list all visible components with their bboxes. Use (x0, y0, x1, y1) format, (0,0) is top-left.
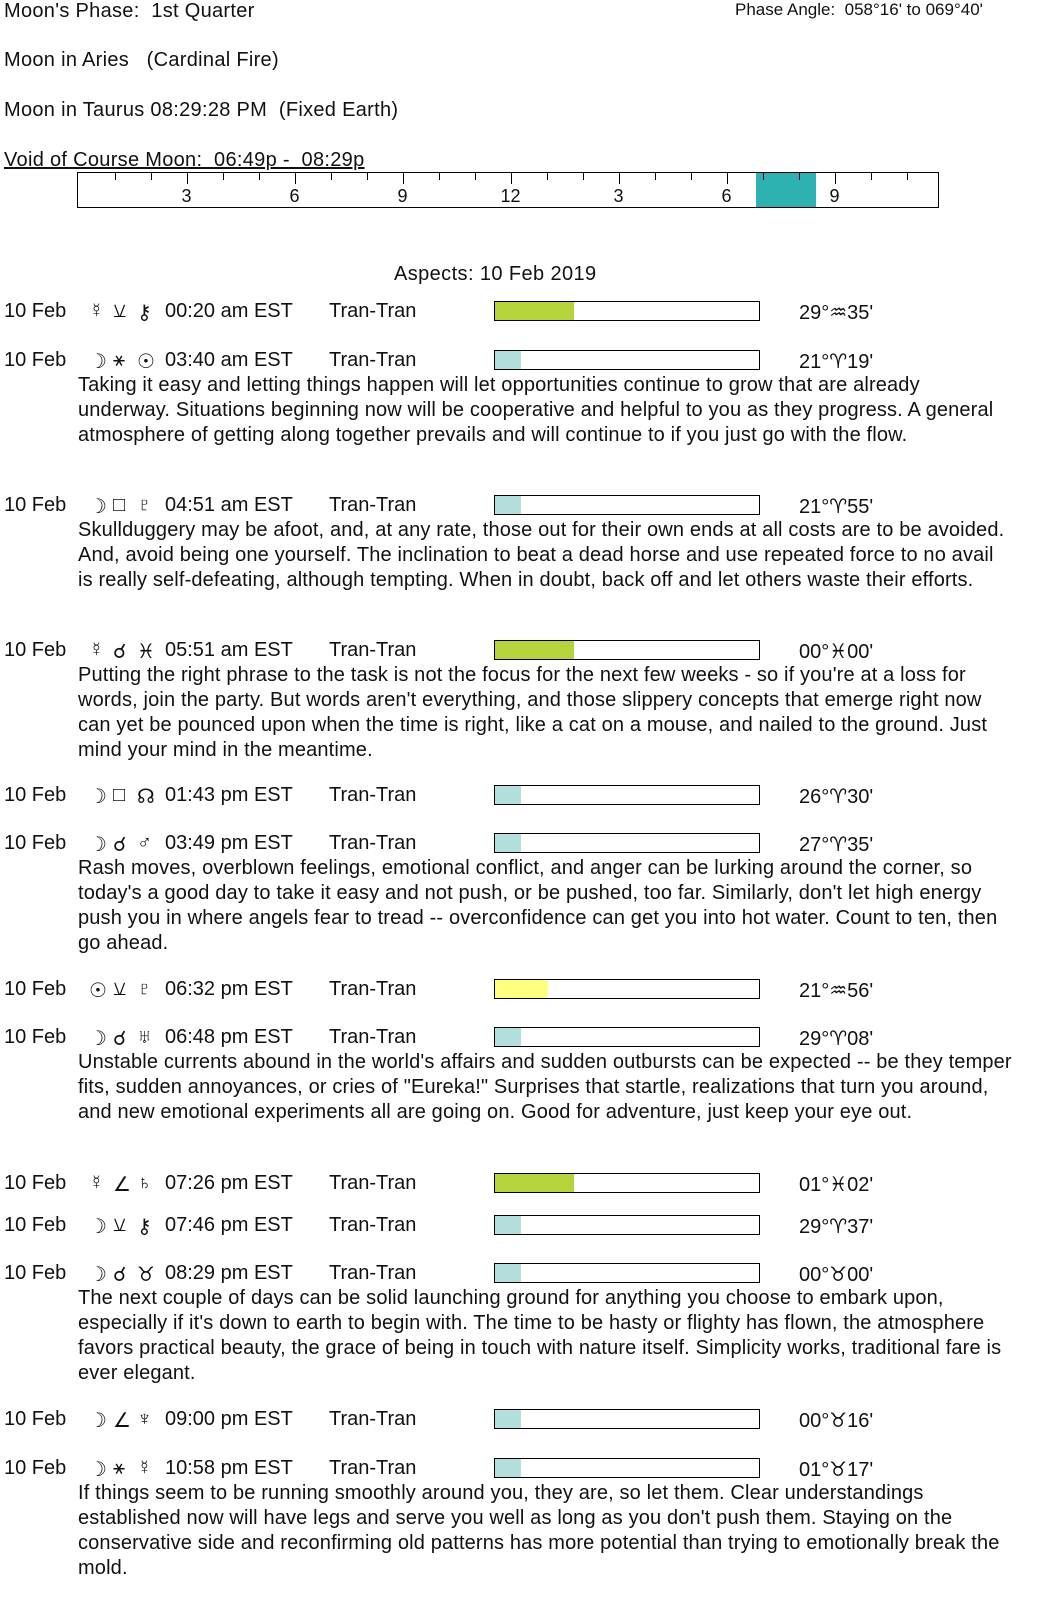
aspect-degree: 00°♉00' (799, 1264, 874, 1286)
aspect-time: 05:51 am EST (165, 639, 293, 661)
aspect-date: 10 Feb (4, 1214, 67, 1236)
planet-1-glyph-icon: ☽ (89, 496, 107, 518)
aspect-degree: 21°♈55' (799, 496, 874, 518)
aspect-time: 07:26 pm EST (165, 1172, 293, 1194)
planet-2-glyph-icon: ♓ (137, 641, 155, 663)
aspect-time: 06:32 pm EST (165, 978, 293, 1000)
planet-2-glyph-icon: ♇ (137, 978, 152, 1000)
aspect-strength-fill (495, 834, 521, 852)
aspect-row (0, 1214, 1047, 1240)
timeline-tick (115, 173, 116, 180)
aspect-degree: 00°♉16' (799, 1410, 874, 1432)
aspect-strength-bar (494, 1173, 760, 1193)
aspect-date: 10 Feb (4, 349, 67, 371)
aspect-row (0, 1262, 1047, 1288)
timeline-tick (619, 173, 620, 184)
timeline-tick (835, 173, 836, 184)
aspect-glyph-icon: ∠ (113, 1174, 131, 1196)
aspect-time: 01:43 pm EST (165, 784, 293, 806)
aspect-strength-fill (495, 1459, 521, 1477)
aspect-time: 07:46 pm EST (165, 1214, 293, 1236)
aspect-date: 10 Feb (4, 1457, 67, 1479)
planet-1-glyph-icon: ☽ (89, 1264, 107, 1286)
aspect-type: Tran-Tran (329, 1262, 417, 1284)
timeline-tick (259, 173, 260, 180)
aspect-degree: 29°♒35' (799, 302, 874, 324)
planet-2-glyph-icon: ☊ (137, 786, 155, 808)
timeline-tick (871, 173, 872, 180)
aspect-time: 03:40 am EST (165, 349, 293, 371)
aspect-type: Tran-Tran (329, 1214, 417, 1236)
aspect-strength-fill (495, 351, 521, 369)
timeline-tick (547, 173, 548, 180)
moon-phase: Moon's Phase: 1st Quarter (4, 0, 255, 22)
aspect-time: 10:58 pm EST (165, 1457, 293, 1479)
aspect-date: 10 Feb (4, 1408, 67, 1430)
planet-2-glyph-icon: ☿ (137, 1457, 152, 1479)
planet-1-glyph-icon: ☽ (89, 1410, 107, 1432)
timeline-hour-label: 3 (181, 186, 192, 206)
aspect-strength-bar (494, 1409, 760, 1429)
aspect-strength-bar (494, 495, 760, 515)
aspect-date: 10 Feb (4, 300, 67, 322)
aspect-type: Tran-Tran (329, 1408, 417, 1430)
aspect-time: 00:20 am EST (165, 300, 293, 322)
aspect-strength-fill (495, 1216, 521, 1234)
aspect-glyph-icon: ⚹ (113, 1457, 125, 1479)
aspect-degree: 21°♈19' (799, 351, 874, 373)
planet-1-glyph-icon: ☽ (89, 834, 107, 856)
aspect-row (0, 1408, 1047, 1434)
aspect-type: Tran-Tran (329, 300, 417, 322)
planet-2-glyph-icon: ♄ (137, 1172, 152, 1194)
aspect-strength-fill (495, 1264, 521, 1282)
planet-1-glyph-icon: ☿ (89, 300, 104, 322)
planet-2-glyph-icon: ♅ (137, 1026, 152, 1048)
timeline-tick (223, 173, 224, 180)
planet-1-glyph-icon: ☿ (89, 1172, 104, 1194)
timeline-tick (727, 173, 728, 184)
aspect-row (0, 978, 1047, 1004)
aspects-title: Aspects: 10 Feb 2019 (394, 263, 597, 285)
aspect-degree: 01°♉17' (799, 1459, 874, 1481)
planet-2-glyph-icon: ♇ (137, 494, 152, 516)
planet-1-glyph-icon: ☉ (89, 980, 107, 1002)
aspect-strength-bar (494, 1458, 760, 1478)
aspect-time: 09:00 pm EST (165, 1408, 293, 1430)
aspect-degree: 29°♈08' (799, 1028, 874, 1050)
aspect-date: 10 Feb (4, 1172, 67, 1194)
timeline-tick (691, 173, 692, 180)
aspect-time: 04:51 am EST (165, 494, 293, 516)
aspect-glyph-icon: ∠ (113, 1410, 131, 1432)
aspect-row (0, 1026, 1047, 1052)
aspect-row (0, 1457, 1047, 1483)
void-of-course-timeline (77, 172, 939, 208)
aspect-glyph-icon: ☌ (113, 1028, 127, 1050)
timeline-tick (763, 173, 764, 180)
aspect-degree: 21°♒56' (799, 980, 874, 1002)
aspect-description: Taking it easy and letting things happen will let opportunities continue to grow that are already underway. Situations beginning now will be cooperative and helpful to you as they progress. A general atmosphere of getting along together prevails and will continue to if you just go with the flow. (78, 374, 994, 446)
planet-2-glyph-icon: ♂ (137, 832, 152, 854)
aspect-strength-fill (495, 302, 574, 320)
aspect-date: 10 Feb (4, 494, 67, 516)
aspect-glyph-icon: ⚺ (113, 1214, 127, 1236)
aspect-strength-bar (494, 785, 760, 805)
phase-angle: Phase Angle: 058°16' to 069°40' (735, 0, 983, 19)
aspect-strength-bar (494, 979, 760, 999)
aspect-type: Tran-Tran (329, 639, 417, 661)
planet-1-glyph-icon: ☽ (89, 786, 107, 808)
aspect-strength-fill (495, 980, 548, 998)
aspect-date: 10 Feb (4, 639, 67, 661)
aspect-description: Unstable currents abound in the world's affairs and sudden outbursts can be expected -- be they temper fits, sudden annoyances, or cries of "Eureka!" Surprises that startle, realizations that turn you around, and new emotional experiments all are going on. Good for adventure, just keep your eye out. (78, 1051, 1012, 1123)
aspect-date: 10 Feb (4, 832, 67, 854)
aspect-description: Skullduggery may be afoot, and, at any rate, those out for their own ends at all costs are to be avoided. And, avoid being one yourself. The inclination to beat a dead horse and use repeated force to no avail is really self-defeating, although tempting. When in doubt, back off and let others waste their efforts. (78, 519, 1005, 591)
timeline-tick (367, 173, 368, 180)
aspect-date: 10 Feb (4, 978, 67, 1000)
aspect-date: 10 Feb (4, 1262, 67, 1284)
aspect-glyph-icon: ☌ (113, 641, 127, 663)
aspect-type: Tran-Tran (329, 349, 417, 371)
aspect-type: Tran-Tran (329, 978, 417, 1000)
aspect-row (0, 349, 1047, 375)
planet-2-glyph-icon: ☉ (137, 351, 155, 373)
timeline-tick (331, 173, 332, 180)
timeline-tick (511, 173, 512, 184)
planet-2-glyph-icon: ♆ (137, 1408, 152, 1430)
moon-ingress: Moon in Taurus 08:29:28 PM (Fixed Earth) (4, 99, 399, 121)
planet-2-glyph-icon: ⚷ (137, 1216, 152, 1238)
timeline-tick (187, 173, 188, 184)
aspect-row (0, 1172, 1047, 1198)
aspect-description: Rash moves, overblown feelings, emotional conflict, and anger can be lurking around the corner, so today's a good day to take it easy and not push, or be pushed, too far. Similarly, don't let high energy push you in where angels fear to tread -- overconfidence can get you into hot water. Count to ten, then go ahead. (78, 857, 998, 954)
aspect-strength-bar (494, 301, 760, 321)
aspect-glyph-icon: ☌ (113, 834, 127, 856)
aspect-strength-bar (494, 1215, 760, 1235)
aspect-degree: 29°♈37' (799, 1216, 874, 1238)
aspect-row (0, 494, 1047, 520)
aspect-description: If things seem to be running smoothly around you, they are, so let them. Clear understandings established now will have legs and serve you well as long as you don't push them. Staying on the conservative side and reconfirming old patterns has more potential than trying to emotionally break the mold. (78, 1482, 1000, 1579)
planet-2-glyph-icon: ♉ (137, 1264, 155, 1286)
void-of-course-fill (756, 173, 816, 207)
aspect-row (0, 784, 1047, 810)
timeline-tick (151, 173, 152, 180)
aspect-strength-bar (494, 1263, 760, 1283)
timeline-hour-label: 9 (829, 186, 840, 206)
planet-1-glyph-icon: ☿ (89, 639, 104, 661)
timeline-hour-label: 6 (721, 186, 732, 206)
timeline-tick (475, 173, 476, 180)
aspect-strength-fill (495, 1174, 574, 1192)
planet-1-glyph-icon: ☽ (89, 1028, 107, 1050)
void-of-course: Void of Course Moon: 06:49p - 08:29p (4, 149, 365, 171)
aspect-type: Tran-Tran (329, 494, 417, 516)
aspect-strength-fill (495, 496, 521, 514)
aspect-row (0, 300, 1047, 326)
timeline-tick (439, 173, 440, 180)
aspect-degree: 26°♈30' (799, 786, 874, 808)
aspect-date: 10 Feb (4, 784, 67, 806)
planet-1-glyph-icon: ☽ (89, 1459, 107, 1481)
aspect-glyph-icon: ⚺ (113, 300, 127, 322)
timeline-hour-label: 3 (613, 186, 624, 206)
aspect-time: 08:29 pm EST (165, 1262, 293, 1284)
timeline-tick (295, 173, 296, 184)
planet-1-glyph-icon: ☽ (89, 1216, 107, 1238)
aspect-type: Tran-Tran (329, 784, 417, 806)
aspect-strength-bar (494, 640, 760, 660)
aspect-strength-bar (494, 833, 760, 853)
aspect-glyph-icon: ⚺ (113, 978, 127, 1000)
moon-sign: Moon in Aries (Cardinal Fire) (4, 49, 279, 71)
aspect-strength-fill (495, 641, 574, 659)
aspect-glyph-icon: □ (113, 784, 126, 806)
planet-2-glyph-icon: ⚷ (137, 302, 152, 324)
aspect-type: Tran-Tran (329, 1026, 417, 1048)
aspect-type: Tran-Tran (329, 1172, 417, 1194)
aspect-time: 06:48 pm EST (165, 1026, 293, 1048)
aspect-strength-fill (495, 1410, 521, 1428)
timeline-hour-label: 12 (500, 186, 521, 206)
aspect-type: Tran-Tran (329, 1457, 417, 1479)
aspect-degree: 27°♈35' (799, 834, 874, 856)
aspect-degree: 00°♓00' (799, 641, 874, 663)
aspect-row (0, 832, 1047, 858)
aspect-description: The next couple of days can be solid launching ground for anything you choose to embark upon, especially if it's down to earth to begin with. The time to be hasty or flighty has flown, the atmosphere favors practical beauty, the grace of being in touch with nature itself. Simplicity works, traditional fare is ever elegant. (78, 1287, 1002, 1384)
aspect-strength-bar (494, 350, 760, 370)
aspect-row (0, 639, 1047, 665)
timeline-tick (799, 173, 800, 180)
aspect-degree: 01°♓02' (799, 1174, 874, 1196)
aspect-glyph-icon: ☌ (113, 1264, 127, 1286)
aspect-date: 10 Feb (4, 1026, 67, 1048)
aspect-type: Tran-Tran (329, 832, 417, 854)
aspect-description: Putting the right phrase to the task is not the focus for the next few weeks - so if you're at a loss for words, join the party. But words aren't everything, and those slippery concepts that emerge right now can yet be pounced upon when the time is right, like a cat on a mouse, and nailed to the ground. Just mind your mind in the meantime. (78, 664, 988, 761)
timeline-hour-label: 6 (289, 186, 300, 206)
planet-1-glyph-icon: ☽ (89, 351, 107, 373)
timeline-tick (907, 173, 908, 180)
timeline-hour-label: 9 (397, 186, 408, 206)
timeline-tick (583, 173, 584, 180)
timeline-tick (655, 173, 656, 180)
aspect-strength-fill (495, 1028, 521, 1046)
aspect-time: 03:49 pm EST (165, 832, 293, 854)
timeline-tick (403, 173, 404, 184)
aspect-glyph-icon: ⚹ (113, 349, 125, 371)
aspect-strength-fill (495, 786, 521, 804)
aspect-glyph-icon: □ (113, 494, 126, 516)
aspect-strength-bar (494, 1027, 760, 1047)
